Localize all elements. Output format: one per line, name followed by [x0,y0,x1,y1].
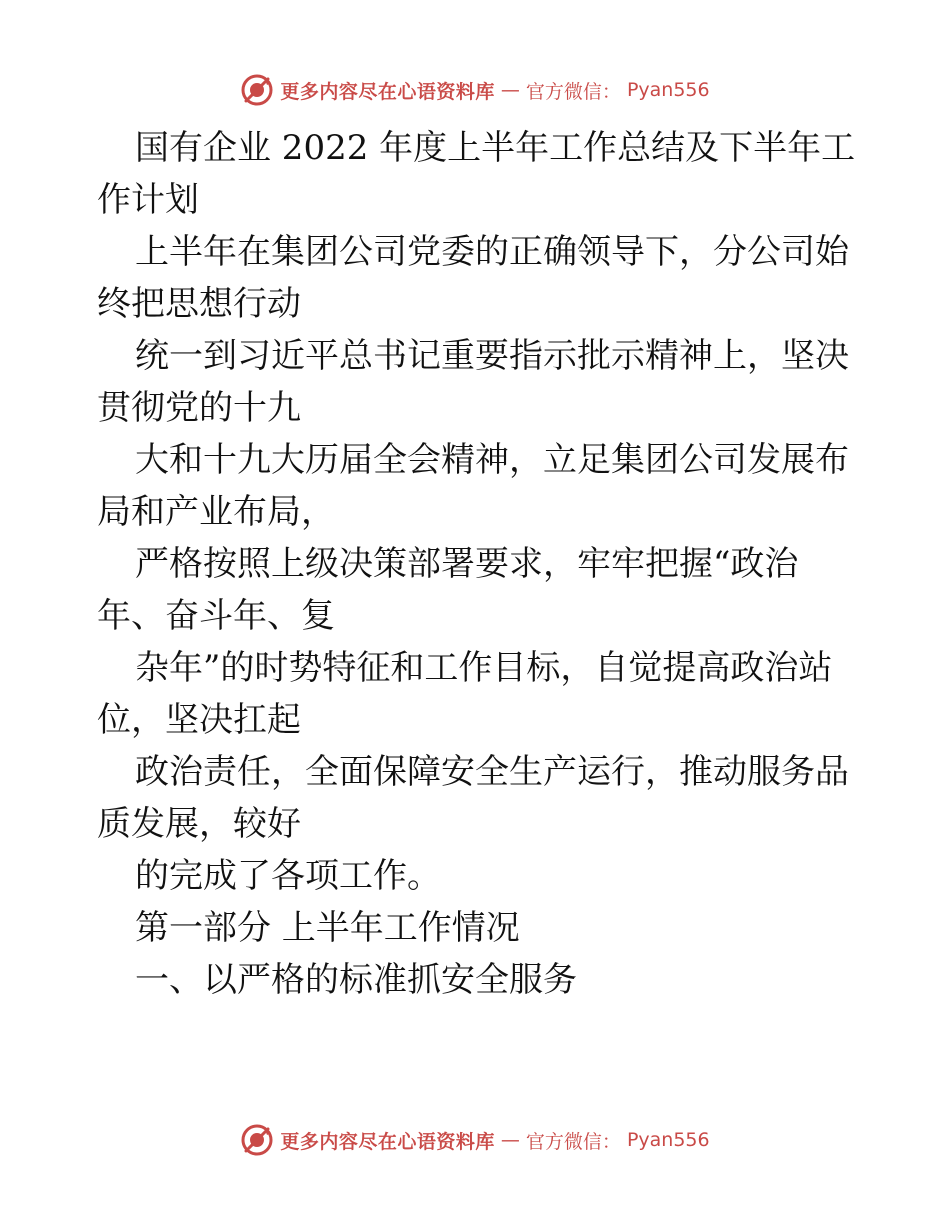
paragraph-line: 质发展，较好 [97,804,301,844]
watermark-text: 更多内容尽在心语资料库 [280,80,495,103]
paragraph [97,642,857,746]
paragraph-line: 的完成了各项工作。 [135,856,441,896]
brand-logo-icon [240,1123,274,1157]
paragraph [97,538,857,642]
paragraph-line: 政治责任，全面保障安全生产运行，推动服务品 [135,752,849,792]
paragraph-line: 杂年”的时势特征和工作目标，自觉提高政治站 [135,648,833,688]
section-heading [97,902,857,954]
watermark-wechat-id: Pyan556 [626,79,710,101]
watermark-text: 更多内容尽在心语资料库 [280,1130,495,1153]
paragraph-line: 年、奋斗年、复 [97,596,335,636]
paragraph-line: 局和产业布局， [97,492,335,532]
paragraph [97,434,857,538]
paragraph-line: 贯彻党的十九 [97,388,301,428]
footer-watermark [0,1120,950,1160]
paragraph-line: 严格按照上级决策部署要求，牢牢把握“政治 [135,544,799,584]
paragraph-line: 终把思想行动 [97,284,301,324]
watermark-wechat-label: 官方微信： [525,1130,621,1153]
paragraph-line: 国有企业 2022 年度上半年工作总结及下半年工 [135,128,856,168]
paragraph [97,226,857,330]
paragraph [97,746,857,850]
paragraph-line: 第一部分 上半年工作情况 [135,908,520,948]
paragraph-line: 作计划 [97,180,199,220]
watermark-wechat-label: 官方微信： [525,80,621,103]
paragraph-title [97,122,857,226]
watermark-wechat-id: Pyan556 [626,1129,710,1151]
paragraph [97,330,857,434]
paragraph [97,850,857,902]
subsection-heading [97,954,857,1006]
paragraph-line: 上半年在集团公司党委的正确领导下，分公司始 [135,232,849,272]
paragraph-line: 一、以严格的标准抓安全服务 [135,960,577,1000]
brand-logo-icon [240,73,274,107]
header-watermark [0,70,950,110]
document-body [97,122,857,1006]
watermark-dash: — [500,1129,520,1151]
paragraph-line: 位，坚决扛起 [97,700,301,740]
paragraph-line: 统一到习近平总书记重要指示批示精神上，坚决 [135,336,849,376]
watermark-dash: — [500,79,520,101]
paragraph-line: 大和十九大历届全会精神，立足集团公司发展布 [135,440,849,480]
